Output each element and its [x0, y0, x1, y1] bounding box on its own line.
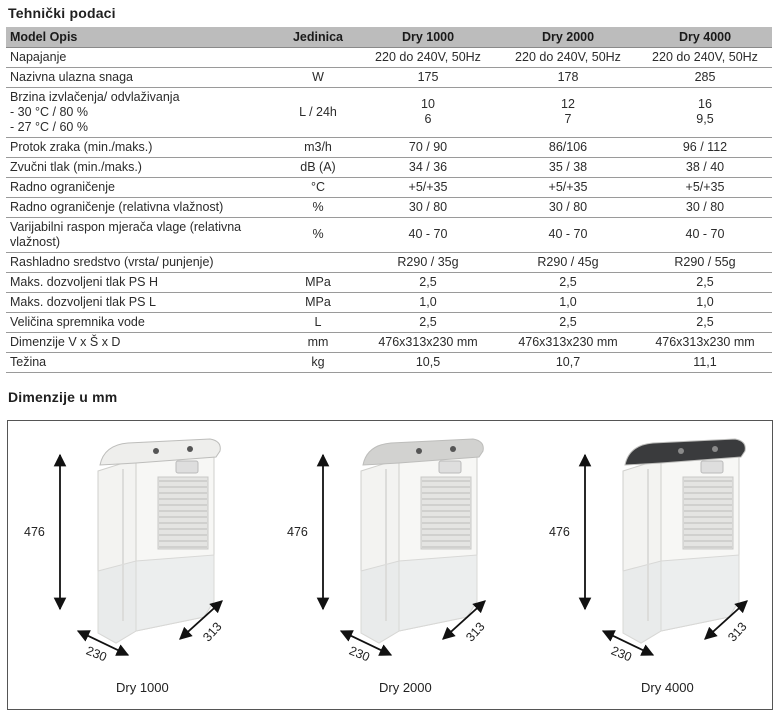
row-unit: dB (A) [278, 157, 358, 177]
display-icon [712, 446, 718, 452]
model-caption-dry-4000: Dry 4000 [641, 680, 694, 695]
row-value-dry-4000: 38 / 40 [638, 157, 772, 177]
row-label: Radno ograničenje (relativna vlažnost) [6, 197, 278, 217]
height-label: 476 [24, 525, 45, 539]
row-unit: % [278, 217, 358, 252]
row-value-dry-4000: 2,5 [638, 272, 772, 292]
row-label: Nazivna ulazna snaga [6, 67, 278, 87]
row-unit: m3/h [278, 137, 358, 157]
row-value-dry-4000: 220 do 240V, 50Hz [638, 47, 772, 67]
specs-section-title: Tehnički podaci [8, 5, 116, 21]
table-row [6, 197, 772, 217]
row-value-dry-4000: 285 [638, 67, 772, 87]
row-value-dry-4000: R290 / 55g [638, 252, 772, 272]
row-unit [278, 252, 358, 272]
row-unit: % [278, 197, 358, 217]
depth-label: 313 [200, 619, 225, 645]
row-value-dry-1000: 1,0 [358, 292, 498, 312]
row-value-dry-2000: 2,5 [498, 272, 638, 292]
row-value-dry-1000: 10 6 [358, 87, 498, 137]
table-row [6, 292, 772, 312]
row-value-dry-2000: 40 - 70 [498, 217, 638, 252]
row-value-dry-1000: 34 / 36 [358, 157, 498, 177]
row-value-dry-2000: 10,7 [498, 352, 638, 372]
handle-dry-1000 [176, 461, 198, 473]
header-model: Model Opis [6, 27, 278, 47]
row-value-dry-2000: 12 7 [498, 87, 638, 137]
row-unit: W [278, 67, 358, 87]
row-label: Radno ograničenje [6, 177, 278, 197]
row-label: Maks. dozvoljeni tlak PS H [6, 272, 278, 292]
row-value-dry-4000: 476x313x230 mm [638, 332, 772, 352]
display-icon [678, 448, 684, 454]
display-icon [416, 448, 422, 454]
width-label: 230 [347, 643, 372, 665]
row-label: Protok zraka (min./maks.) [6, 137, 278, 157]
header-dry-1000: Dry 1000 [358, 27, 498, 47]
row-unit: kg [278, 352, 358, 372]
table-row [6, 272, 772, 292]
water-tank-side-dry-1000 [98, 561, 136, 643]
table-row [6, 312, 772, 332]
table-row [6, 332, 772, 352]
row-unit: MPa [278, 272, 358, 292]
width-label: 230 [609, 643, 634, 665]
row-value-dry-1000: +5/+35 [358, 177, 498, 197]
row-value-dry-2000: 178 [498, 67, 638, 87]
specs-table [6, 27, 772, 373]
row-unit: L [278, 312, 358, 332]
row-value-dry-4000: 16 9,5 [638, 87, 772, 137]
model-caption-dry-2000: Dry 2000 [379, 680, 432, 695]
dimensions-panel [7, 420, 773, 710]
specs-table-header [6, 27, 772, 47]
row-value-dry-1000: 70 / 90 [358, 137, 498, 157]
row-value-dry-4000: 2,5 [638, 312, 772, 332]
row-unit: L / 24h [278, 87, 358, 137]
row-value-dry-2000: 86/106 [498, 137, 638, 157]
row-label: Dimenzije V x Š x D [6, 332, 278, 352]
row-value-dry-1000: 2,5 [358, 272, 498, 292]
row-unit: MPa [278, 292, 358, 312]
row-label: Rashladno sredstvo (vrsta/ punjenje) [6, 252, 278, 272]
row-value-dry-2000: 2,5 [498, 312, 638, 332]
row-label: Napajanje [6, 47, 278, 67]
row-value-dry-4000: 11,1 [638, 352, 772, 372]
row-label: Veličina spremnika vode [6, 312, 278, 332]
row-unit [278, 47, 358, 67]
row-value-dry-1000: 175 [358, 67, 498, 87]
display-icon [450, 446, 456, 452]
table-row [6, 217, 772, 252]
row-value-dry-1000: R290 / 35g [358, 252, 498, 272]
row-value-dry-4000: 1,0 [638, 292, 772, 312]
row-value-dry-1000: 40 - 70 [358, 217, 498, 252]
dimensions-drawing [8, 421, 774, 711]
row-label: Težina [6, 352, 278, 372]
handle-dry-4000 [701, 461, 723, 473]
dimensions-section-title: Dimenzije u mm [8, 389, 118, 405]
grille-dry-2000 [421, 477, 471, 549]
row-value-dry-2000: R290 / 45g [498, 252, 638, 272]
row-label: Varijabilni raspon mjerača vlage (relativna vlažnost) [6, 217, 278, 252]
row-value-dry-1000: 10,5 [358, 352, 498, 372]
table-row [6, 157, 772, 177]
height-label: 476 [287, 525, 308, 539]
row-value-dry-2000: 30 / 80 [498, 197, 638, 217]
row-value-dry-1000: 476x313x230 mm [358, 332, 498, 352]
handle-dry-2000 [439, 461, 461, 473]
row-value-dry-2000: 35 / 38 [498, 157, 638, 177]
row-value-dry-2000: 1,0 [498, 292, 638, 312]
height-label: 476 [549, 525, 570, 539]
display-icon [153, 448, 159, 454]
row-value-dry-2000: 476x313x230 mm [498, 332, 638, 352]
row-value-dry-2000: +5/+35 [498, 177, 638, 197]
row-unit: mm [278, 332, 358, 352]
model-caption-dry-1000: Dry 1000 [116, 680, 169, 695]
row-value-dry-4000: +5/+35 [638, 177, 772, 197]
row-value-dry-1000: 2,5 [358, 312, 498, 332]
water-tank-side-dry-2000 [361, 561, 399, 643]
row-label: Brzina izvlačenja/ odvlaživanja - 30 °C / 80 % - 27 °C / 60 % [6, 87, 278, 137]
row-label: Maks. dozvoljeni tlak PS L [6, 292, 278, 312]
row-unit: °C [278, 177, 358, 197]
table-row [6, 67, 772, 87]
table-row [6, 87, 772, 137]
water-tank-side-dry-4000 [623, 561, 661, 643]
display-icon [187, 446, 193, 452]
table-row [6, 252, 772, 272]
header-dry-4000: Dry 4000 [638, 27, 772, 47]
row-value-dry-4000: 40 - 70 [638, 217, 772, 252]
row-value-dry-2000: 220 do 240V, 50Hz [498, 47, 638, 67]
depth-label: 313 [463, 619, 488, 645]
table-row [6, 47, 772, 67]
row-value-dry-1000: 30 / 80 [358, 197, 498, 217]
grille-dry-1000 [158, 477, 208, 549]
table-row [6, 177, 772, 197]
table-row [6, 352, 772, 372]
row-label: Zvučni tlak (min./maks.) [6, 157, 278, 177]
depth-label: 313 [725, 619, 750, 645]
header-dry-2000: Dry 2000 [498, 27, 638, 47]
row-value-dry-1000: 220 do 240V, 50Hz [358, 47, 498, 67]
table-row [6, 137, 772, 157]
row-value-dry-4000: 96 / 112 [638, 137, 772, 157]
row-value-dry-4000: 30 / 80 [638, 197, 772, 217]
grille-dry-4000 [683, 477, 733, 549]
header-unit: Jedinica [278, 27, 358, 47]
width-label: 230 [84, 643, 109, 665]
